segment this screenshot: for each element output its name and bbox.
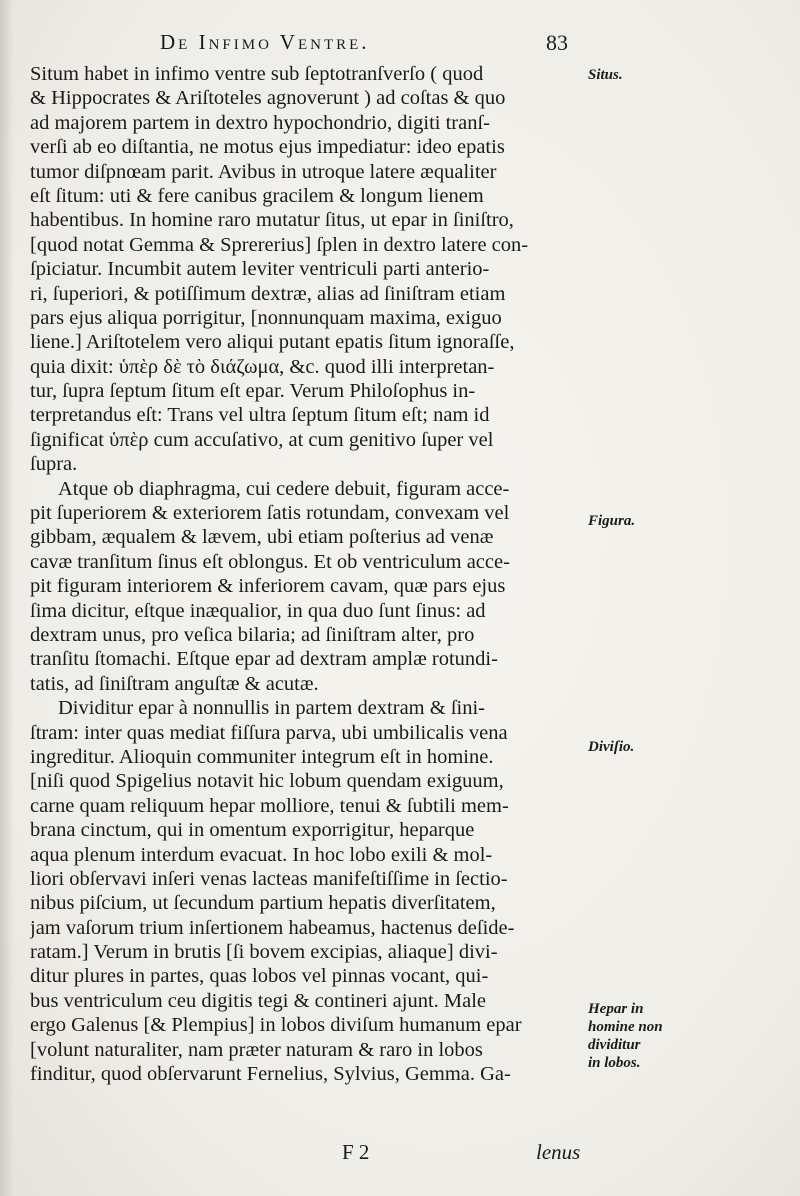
text-line: tur, ſupra ſeptum ſitum eſt epar. Verum Philoſophus in- xyxy=(30,380,476,403)
text-line: ſima dicitur, eſtque inæqualior, in qua duo ſunt ſinus: ad xyxy=(30,599,486,622)
text-line: liori obſervavi inſeri venas lacteas manifeſtiſſime in ſectio- xyxy=(30,867,508,890)
text-line: jam vaſorum trium inſertionem habeamus, hactenus deſide- xyxy=(30,916,515,939)
text-line: terpretandus eſt: Trans vel ultra ſeptum ſitum eſt; nam id xyxy=(30,404,490,427)
signature-mark: F 2 xyxy=(342,1140,370,1164)
margin-note-hepar-line: dividitur xyxy=(588,1037,641,1053)
text-line: liene.] Ariſtotelem vero aliqui putant epatis ſitum ignoraſſe, xyxy=(30,331,515,354)
text-line: ditur plures in partes, quas lobos vel pinnas vocant, qui- xyxy=(30,965,489,988)
text-line: brana cinctum, qui in omentum exporrigitur, heparque xyxy=(30,819,475,842)
text-line: ergo Galenus [& Plempius] in lobos diviſum humanum epar xyxy=(30,1014,522,1037)
text-line: ad majorem partem in dextro hypochondrio, digiti tranſ- xyxy=(30,111,490,134)
text-line: ingreditur. Alioquin communiter integrum eſt in homine. xyxy=(30,745,494,768)
text-line: nibus piſcium, ut ſecundum partium hepatis diverſitatem, xyxy=(30,892,496,915)
text-line: tumor diſpnœam parit. Avibus in utroque latere æqualiter xyxy=(30,160,497,183)
text-line: [quod notat Gemma & Sprererius] ſplen in dextro latere con- xyxy=(30,233,529,256)
page-header xyxy=(0,30,800,60)
margin-note-hepar xyxy=(588,1000,688,1072)
text-line: ſignificat ὑπὲρ cum accuſativo, at cum genitivo ſuper vel xyxy=(30,428,494,451)
text-line: habentibus. In homine raro mutatur ſitus, ut epar in ſiniſtro, xyxy=(30,209,514,232)
margin-note-figura: Figura. xyxy=(588,513,636,529)
text-line: tatis, ad ſiniſtram anguſtæ & acutæ. xyxy=(30,672,319,695)
page-number: 83 xyxy=(546,30,568,55)
margin-note-situs: Situs. xyxy=(588,67,623,83)
margin-note-hepar-line: in lobos. xyxy=(588,1055,641,1071)
text-line: ſtram: inter quas mediat fiſſura parva, ubi umbilicalis vena xyxy=(30,721,508,744)
text-line: eſt ſitum: uti & fere canibus gracilem & longum lienem xyxy=(30,184,484,207)
text-line: finditur, quod obſervarunt Fernelius, Sylvius, Gemma. Ga- xyxy=(30,1063,511,1086)
text-line: tranſitu ſtomachi. Eſtque epar ad dextram amplæ rotundi- xyxy=(30,648,498,671)
text-line: ſpiciatur. Incumbit autem leviter ventriculi parti anterio- xyxy=(30,258,490,281)
text-line: dextram unus, pro veſica bilaria; ad ſiniſtram alter, pro xyxy=(30,623,475,646)
text-line: aqua plenum interdum evacuat. In hoc lobo exili & mol- xyxy=(30,843,493,866)
text-line: Dividitur epar à nonnullis in partem dextram & ſini- xyxy=(58,697,485,720)
text-line: bus ventriculum ceu digitis tegi & contineri ajunt. Male xyxy=(30,989,487,1012)
text-line: carne quam reliquum hepar molliore, tenui & ſubtili mem- xyxy=(30,794,509,817)
page-edge-shadow xyxy=(0,0,14,1196)
text-line: [niſi quod Spigelius notavit hic lobum quendam exiguum, xyxy=(30,770,504,793)
text-line: cavæ tranſitum ſinus eſt oblongus. Et ob ventriculum acce- xyxy=(30,550,510,573)
text-line: quia dixit: ὑπὲρ δὲ τὸ διάζωμα, &c. quod illi interpretan- xyxy=(30,355,495,378)
text-line: gibbam, æqualem & lævem, ubi etiam poſterius ad venæ xyxy=(30,526,494,549)
text-line: pit figuram interiorem & inferiorem cavam, quæ pars ejus xyxy=(30,575,506,598)
text-line: Situm habet in infimo ventre sub ſeptotranſverſo ( quod xyxy=(30,63,484,85)
text-line: ri, ſuperiori, & potiſſimum dextræ, alias ad ſiniſtram etiam xyxy=(30,282,506,305)
catchword: lenus xyxy=(536,1140,581,1164)
margin-note-hepar-line: homine non xyxy=(588,1019,663,1035)
text-line: ſupra. xyxy=(30,453,78,476)
text-line: pit ſuperiorem & exteriorem ſatis rotundam, convexam vel xyxy=(30,502,510,525)
text-line: & Hippocrates & Ariſtoteles agnoverunt ) ad coſtas & quo xyxy=(30,87,506,110)
text-line: [volunt naturaliter, nam præter naturam & raro in lobos xyxy=(30,1038,483,1061)
text-line: Atque ob diaphragma, cui cedere debuit, figuram acce- xyxy=(58,477,510,500)
running-head: De Infimo Ventre. xyxy=(160,30,370,54)
text-line: pars ejus aliqua porrigitur, [nonnunquam maxima, exiguo xyxy=(30,306,502,329)
body-text xyxy=(30,62,586,1086)
text-line: verſi ab eo diſtantia, ne motus ejus impediatur: ideo epatis xyxy=(30,136,505,159)
margin-note-divisio: Diviſio. xyxy=(588,739,635,755)
margin-note-hepar-line: Hepar in xyxy=(588,1001,644,1017)
text-line: ratam.] Verum in brutis [ſi bovem excipias, aliaque] divi- xyxy=(30,941,498,964)
